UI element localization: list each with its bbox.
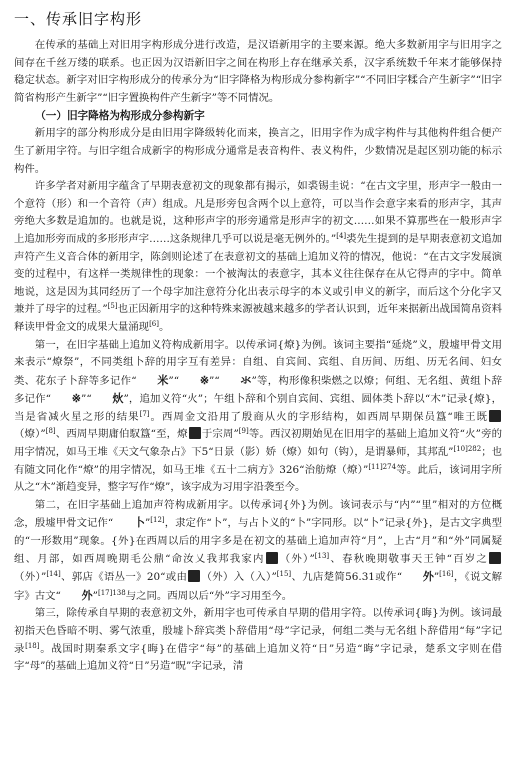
- text-run: ”: [144, 517, 151, 530]
- text-run: 。战国时期秦系文字{晦}在借字“每”的基础上追加义符“日”另造“晦”字记录，楚系文字则在借字“母”的基础上追加义符“日”另造“㫛”字记录，清: [14, 642, 502, 673]
- footnote-ref[interactable]: [15]: [276, 570, 292, 579]
- oracle-glyph-icon: 米: [157, 373, 169, 387]
- footnote-ref[interactable]: [11]274: [368, 462, 397, 471]
- text-run: 第一，在旧字基础上追加义符构成新用字。以传承词{燎}为例。该词主要指“延烧”义，殷墟甲骨文用来表示“燎祭”，不同类组卜辞的用字互有差异：自组、自宾间、宾组、自历间、历组、历无名间、妇女类、花东子卜辞等多记作“: [14, 338, 502, 387]
- bamboo-glyph-icon: [188, 570, 200, 582]
- footnote-ref[interactable]: [17]138: [97, 588, 126, 597]
- text-run: 许多学者对新用字蕴含了早期表意初文的现象都有揭示，如裘锡圭说：“在古文字里，形声字一般由一个意符（形）和一个音符（声）组成。凡是形旁包含两个以上意符，可以当作会意字来看的形声字，其声旁绝大多数是追加的。也就是说，这种形声字的形旁通常是形声字的初文……如果不算那些在一般形声字上追加形旁而成的多形形声字……这条规律几乎可以说是毫无例外的。”: [14, 180, 502, 245]
- paragraph-3: [14, 337, 502, 497]
- text-run: ；也有随文同化作“燎”的用字情况，如马王堆《五十二病方》326“治舫燎（燎）”: [14, 446, 503, 476]
- bronze-glyph-icon: [489, 552, 501, 564]
- text-run: ”: [433, 571, 440, 584]
- text-run: 裘先生提到的是早期表意初文追加声符产生义音合体的新用字，陈剑则论述了在表意初文的基础上追加义符的情况，他说：“在古文字发展演变的过程中，有这样一类规律性的现象：一个被淘汰的表意字，其本义往往保存在从它得声的字中。简单地说，这是因为其同经历了一个母字加注意符分化出表示母字的本义或引申义的新字，而后这个分化字又兼并了母字的过程。”: [14, 232, 502, 316]
- footnote-ref[interactable]: [7]: [139, 409, 150, 418]
- text-run: （外）入（入）”: [201, 571, 277, 584]
- intro-paragraph: 在传承的基础上对旧用字构形成分进行改造，是汉语新用字的主要来源。绝大多数新用字与旧用字之间存在千丝万缕的联系。也正因为汉语新旧字之间在构形上存在继承关系，汉字系统数千年来才能够保持稳定状态。新字对旧字构形成分的传承分为“旧字降格为构形成分参构新字”“不同旧字糅合产生新字”“旧字简省构形产生新字”“旧字置换构件产生新字”等不同情况。: [14, 39, 502, 104]
- text-run: 等。此后，该词用字所从之“木”渐趋变异，整字写作“燎”，该字成为习用字沿袭至今。: [14, 463, 502, 494]
- text-run: 也正因新用字的这种特殊来源被越来越多的学者认识到，近年来据新出战国简帛资料释读甲骨金文的成果大量涌现: [14, 303, 503, 333]
- paragraph-5: [14, 605, 502, 675]
- oracle-glyph-icon: 炏: [112, 392, 124, 406]
- text-run: 第二，在旧字基础上追加声符构成新用字。以传承词{外}为例。该词表示与“内”“里”相对的方位概念，殷墟甲骨文记作“: [14, 498, 502, 530]
- oracle-glyph-icon: 卜: [133, 516, 145, 530]
- text-run: 、郭店《语丛一》20“或由: [60, 571, 188, 584]
- footnote-ref[interactable]: [4]: [336, 231, 347, 240]
- text-run: 、春秋晚期敬事天王钟“百岁之: [329, 552, 488, 565]
- bamboo-glyph-icon: 外: [422, 570, 434, 584]
- text-run: 、西周早期庸伯馭簋“至，燎: [55, 428, 188, 441]
- oracle-glyph-icon: 氺: [240, 373, 252, 387]
- subsection-heading: （一）旧字降格为构形成分参构新字: [35, 110, 205, 123]
- text-run: ”等，构形像积柴燃之以燎；何组、无名组、黄组卜辞多记作“: [14, 374, 503, 406]
- text-run: ，隶定作“卜”，与占卜义的“卜”字同形。以“卜”记录{外}，是古文字典型的“一形数用”现象。{外}在西周以后的用字多是在初文的基础上追加声符“月”，上古“月”和“外”同属疑组、月部，如西周晚期毛公鼎“命汝乂我邦我家内: [14, 517, 503, 565]
- footnote-ref[interactable]: [12]: [150, 516, 165, 525]
- oracle-glyph-icon: ※: [71, 392, 82, 406]
- footnote-ref[interactable]: [5]: [107, 302, 118, 311]
- text-run: ”，追加义符“火”；午组卜辞和个别自宾间、宾组、圆体类卜辞以“木”记录{燎}，当是省减火星之形的结果: [14, 393, 503, 423]
- bronze-glyph-icon: [189, 427, 201, 439]
- bronze-glyph-icon: [489, 410, 501, 422]
- text-run: ”“: [209, 374, 220, 387]
- text-run: ，《说文解字》古文“: [14, 571, 502, 602]
- paragraph-1: 新用字的部分构形成分是由旧用字降级转化而来，换言之，旧用字作为成字构件与其他构件组合便产生了新用字符。与旧字组合成新字的构形成分通常是表音构件、表义构件，少数情况是起区别功能的标示构件。: [14, 127, 502, 175]
- section-heading: 一、传承旧字构形: [14, 10, 143, 28]
- footnote-ref[interactable]: [16]: [439, 570, 454, 579]
- text-run: （外）”: [14, 571, 47, 584]
- text-run: （燎）”: [14, 428, 46, 441]
- text-run: 。西周金文沿用了殷商从火的字形结构，如西周早期保员簋“唯王既: [149, 410, 489, 423]
- text-run: 于宗周”: [201, 428, 239, 441]
- text-run: 、九店楚简56.31或作“: [291, 571, 403, 584]
- text-run: （外）”: [278, 552, 315, 565]
- text-run: 。: [159, 320, 170, 333]
- text-run: ”“: [168, 374, 180, 387]
- paragraph-4: [14, 497, 502, 606]
- footnote-ref[interactable]: [10]282: [453, 445, 482, 454]
- footnote-ref[interactable]: [8]: [45, 427, 56, 436]
- text-run: ”: [92, 589, 98, 602]
- footnote-ref[interactable]: [18]: [25, 641, 40, 650]
- footnote-ref[interactable]: [9]: [238, 427, 249, 436]
- text-run: 第三，除传承自早期的表意初文外，新用字也可传承自早期的借用字符。以传承词{晦}为例。该词最初指天色昏暗不明、雾气浓重，殷墟卜辞宾类卜辞借用“母”字记录，何组二类与无名组卜辞借用“每”字记录: [14, 607, 502, 655]
- text-run: 等。西汉初期始见在旧用字的基础上追加义符“火”旁的用字情况，如马王堆《天文气象杂占》下5“日景（影）娇（燎）如句（钩），是谓暴师，其邦乱”: [14, 428, 503, 459]
- text-run: 与之同。西周以后“外”字习用至今。: [125, 589, 293, 602]
- footnote-ref[interactable]: [14]: [46, 570, 61, 579]
- text-run: ”“: [81, 393, 92, 406]
- footnote-ref[interactable]: [13]: [314, 551, 330, 560]
- shuowen-glyph-icon: 外: [81, 588, 93, 602]
- footnote-ref[interactable]: [6]: [149, 319, 159, 328]
- oracle-glyph-icon: ※: [199, 373, 210, 387]
- bronze-glyph-icon: [266, 552, 278, 564]
- paragraph-2: [14, 178, 502, 336]
